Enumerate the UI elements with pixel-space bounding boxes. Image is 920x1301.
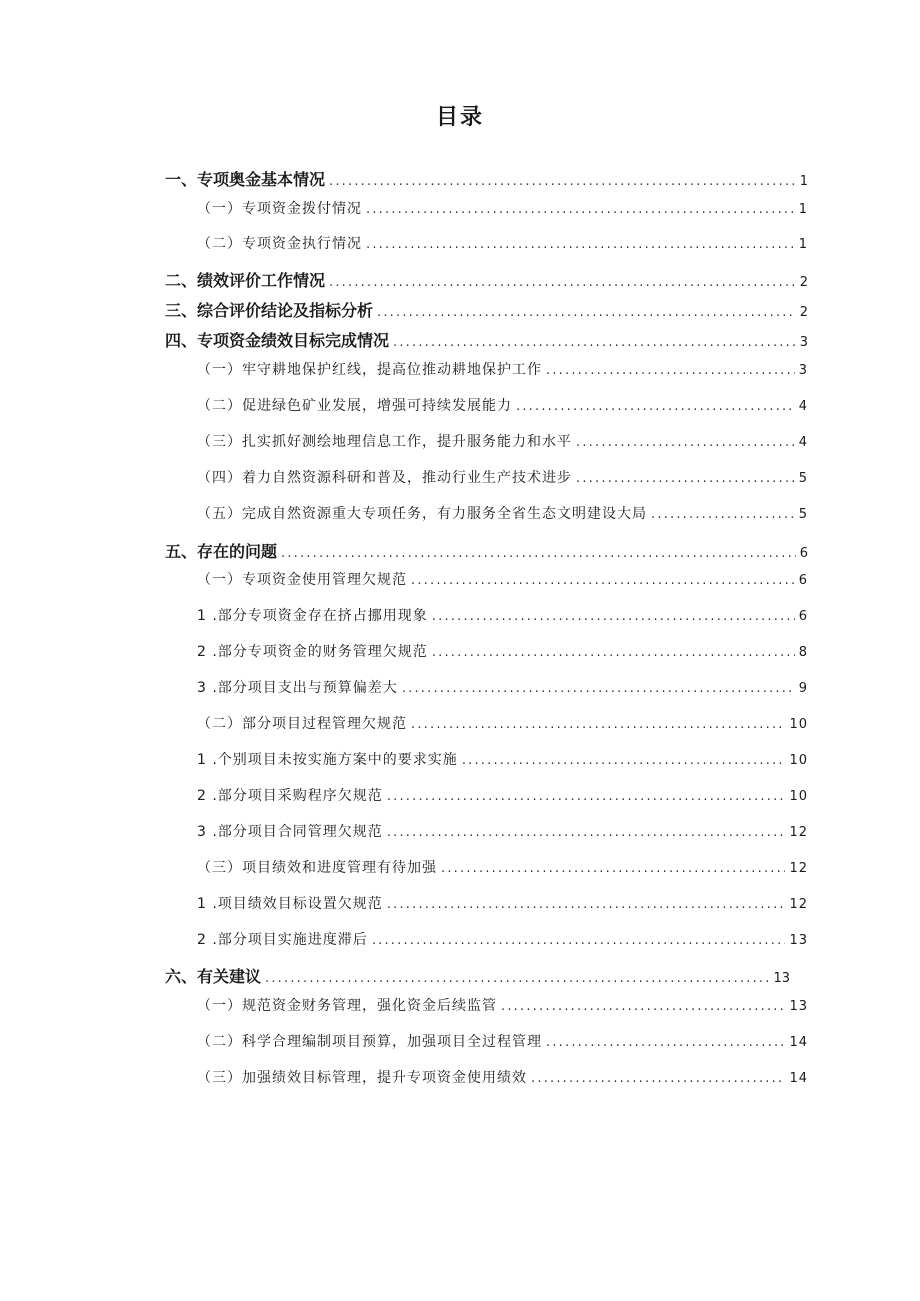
toc-entry[interactable]: [197, 785, 808, 805]
dot-leader: [366, 202, 795, 217]
toc-entry[interactable]: [197, 1067, 808, 1087]
toc-entry-page: 8: [798, 645, 808, 660]
dot-leader: [531, 1071, 785, 1086]
toc-entry[interactable]: [197, 431, 808, 451]
toc-entry-page: 14: [789, 1035, 808, 1050]
dot-leader: [576, 435, 795, 450]
dot-leader: [546, 363, 795, 378]
toc-entry-page: 4: [798, 435, 808, 450]
toc-entry-label: 一、专项奥金基本情况: [165, 170, 326, 189]
toc-entry-label: （三）项目绩效和进度管理有待加强: [197, 860, 437, 876]
dot-leader: [462, 753, 786, 768]
toc-entry-label: 2 .部分项目实施进度滞后: [197, 932, 368, 948]
toc-entry-label: 1 .部分专项资金存在挤占挪用现象: [197, 608, 428, 624]
toc-entry-page: 9: [798, 681, 808, 696]
toc-entry-page: 3: [798, 363, 808, 378]
toc-entry-page: 13: [773, 971, 790, 986]
toc-entry[interactable]: [165, 268, 808, 291]
dot-leader: [377, 305, 796, 320]
toc-entry-page: 6: [799, 546, 808, 561]
toc-entry[interactable]: [165, 964, 790, 987]
toc-entry-label: （四）着力自然资源科研和普及，推动行业生产技术进步: [197, 470, 572, 486]
toc-entry-label: （二）科学合理编制项目预算，加强项目全过程管理: [197, 1034, 542, 1050]
toc-entry[interactable]: [197, 467, 808, 487]
dot-leader: [387, 897, 786, 912]
toc-entry-page: 1: [798, 202, 808, 217]
toc-entry-page: 13: [789, 933, 808, 948]
toc-entry[interactable]: [197, 359, 808, 379]
toc-entry-page: 12: [789, 897, 808, 912]
toc-entry-label: 六、有关建议: [165, 967, 262, 986]
toc-entry-label: （五）完成自然资源重大专项任务，有力服务全省生态文明建设大局: [197, 506, 647, 522]
toc-entry-label: 3 .部分项目合同管理欠规范: [197, 824, 383, 840]
toc-entry-label: （三）加强绩效目标管理，提升专项资金使用绩效: [197, 1070, 527, 1086]
toc-entry-page: 6: [798, 609, 808, 624]
dot-leader: [393, 335, 796, 350]
toc-entry-label: （三）扎实抓好测绘地理信息工作，提升服务能力和水平: [197, 434, 572, 450]
dot-leader: [329, 174, 796, 189]
toc-entry-page: 12: [789, 825, 808, 840]
toc-entry-label: 1 .项目绩效目标设置欠规范: [197, 896, 383, 912]
toc-entry-label: 3 .部分项目支出与预算偏差大: [197, 680, 398, 696]
toc-entry[interactable]: [197, 677, 808, 697]
toc-entry-page: 14: [789, 1071, 808, 1086]
toc-entry-label: 2 .部分项目采购程序欠规范: [197, 788, 383, 804]
dot-leader: [366, 237, 795, 252]
toc-entry[interactable]: [197, 857, 808, 877]
toc-entry-page: 6: [798, 573, 808, 588]
dot-leader: [432, 609, 795, 624]
dot-leader: [432, 645, 795, 660]
toc-entry-label: （二）专项资金执行情况: [197, 236, 362, 252]
toc-entry-page: 10: [789, 789, 808, 804]
toc-entry-page: 1: [799, 174, 808, 189]
dot-leader: [651, 507, 795, 522]
toc-entry[interactable]: [165, 539, 808, 562]
toc-entry-page: 2: [799, 305, 808, 320]
toc-entry[interactable]: [197, 395, 808, 415]
toc-entry-label: 2 .部分专项资金的财务管理欠规范: [197, 644, 428, 660]
toc-entry[interactable]: [197, 233, 808, 253]
dot-leader: [372, 933, 786, 948]
dot-leader: [402, 681, 795, 696]
toc-entry[interactable]: [197, 749, 808, 769]
dot-leader: [387, 825, 786, 840]
toc-entry[interactable]: [197, 503, 808, 523]
toc-entry-page: 10: [789, 717, 808, 732]
toc-entry[interactable]: [197, 569, 808, 589]
toc-entry-label: 五、存在的问题: [165, 542, 278, 561]
toc-entry[interactable]: [197, 995, 808, 1015]
dot-leader: [265, 971, 769, 986]
toc-entry-label: 三、综合评价结论及指标分析: [165, 301, 374, 320]
dot-leader: [576, 471, 795, 486]
toc-entry[interactable]: [165, 328, 808, 351]
dot-leader: [411, 717, 785, 732]
dot-leader: [329, 275, 796, 290]
toc-entry-page: 13: [789, 999, 808, 1014]
toc-title: 目录: [435, 105, 484, 130]
toc-entry-label: 二、绩效评价工作情况: [165, 271, 326, 290]
toc-entry-page: 1: [798, 237, 808, 252]
toc-entry-page: 10: [789, 753, 808, 768]
toc-entry[interactable]: [197, 893, 808, 913]
toc-entry-page: 5: [798, 471, 808, 486]
toc-entry-page: 4: [798, 399, 808, 414]
dot-leader: [441, 861, 785, 876]
toc-entry[interactable]: [197, 929, 808, 949]
toc-entry-label: 四、专项资金绩效目标完成情况: [165, 331, 390, 350]
dot-leader: [387, 789, 786, 804]
toc-entry-page: 2: [799, 275, 808, 290]
dot-leader: [411, 573, 795, 588]
toc-entry-page: 3: [799, 335, 808, 350]
dot-leader: [516, 399, 795, 414]
toc-entry[interactable]: [197, 1031, 808, 1051]
toc-entry-label: （二）促进绿色矿业发展，增强可持续发展能力: [197, 398, 512, 414]
toc-entry[interactable]: [165, 298, 808, 321]
toc-entry[interactable]: [197, 713, 808, 733]
toc-entry[interactable]: [197, 821, 808, 841]
toc-entry-label: （一）专项资金拨付情况: [197, 201, 362, 217]
toc-entry-label: （一）规范资金财务管理，强化资金后续监管: [197, 998, 497, 1014]
dot-leader: [501, 999, 785, 1014]
toc-entry-label: （二）部分项目过程管理欠规范: [197, 716, 407, 732]
toc-entry-page: 12: [789, 861, 808, 876]
toc-entry[interactable]: [165, 167, 808, 190]
toc-entry-page: 5: [798, 507, 808, 522]
toc-entry[interactable]: [197, 198, 808, 218]
dot-leader: [281, 546, 796, 561]
toc-entry-label: （一）牢守耕地保护红线，提高位推动耕地保护工作: [197, 362, 542, 378]
toc-entry-label: （一）专项资金使用管理欠规范: [197, 572, 407, 588]
toc-entry[interactable]: [197, 641, 808, 661]
toc-entry-label: 1 .个别项目未按实施方案中的要求实施: [197, 752, 458, 768]
toc-entry[interactable]: [197, 605, 808, 625]
dot-leader: [546, 1035, 785, 1050]
